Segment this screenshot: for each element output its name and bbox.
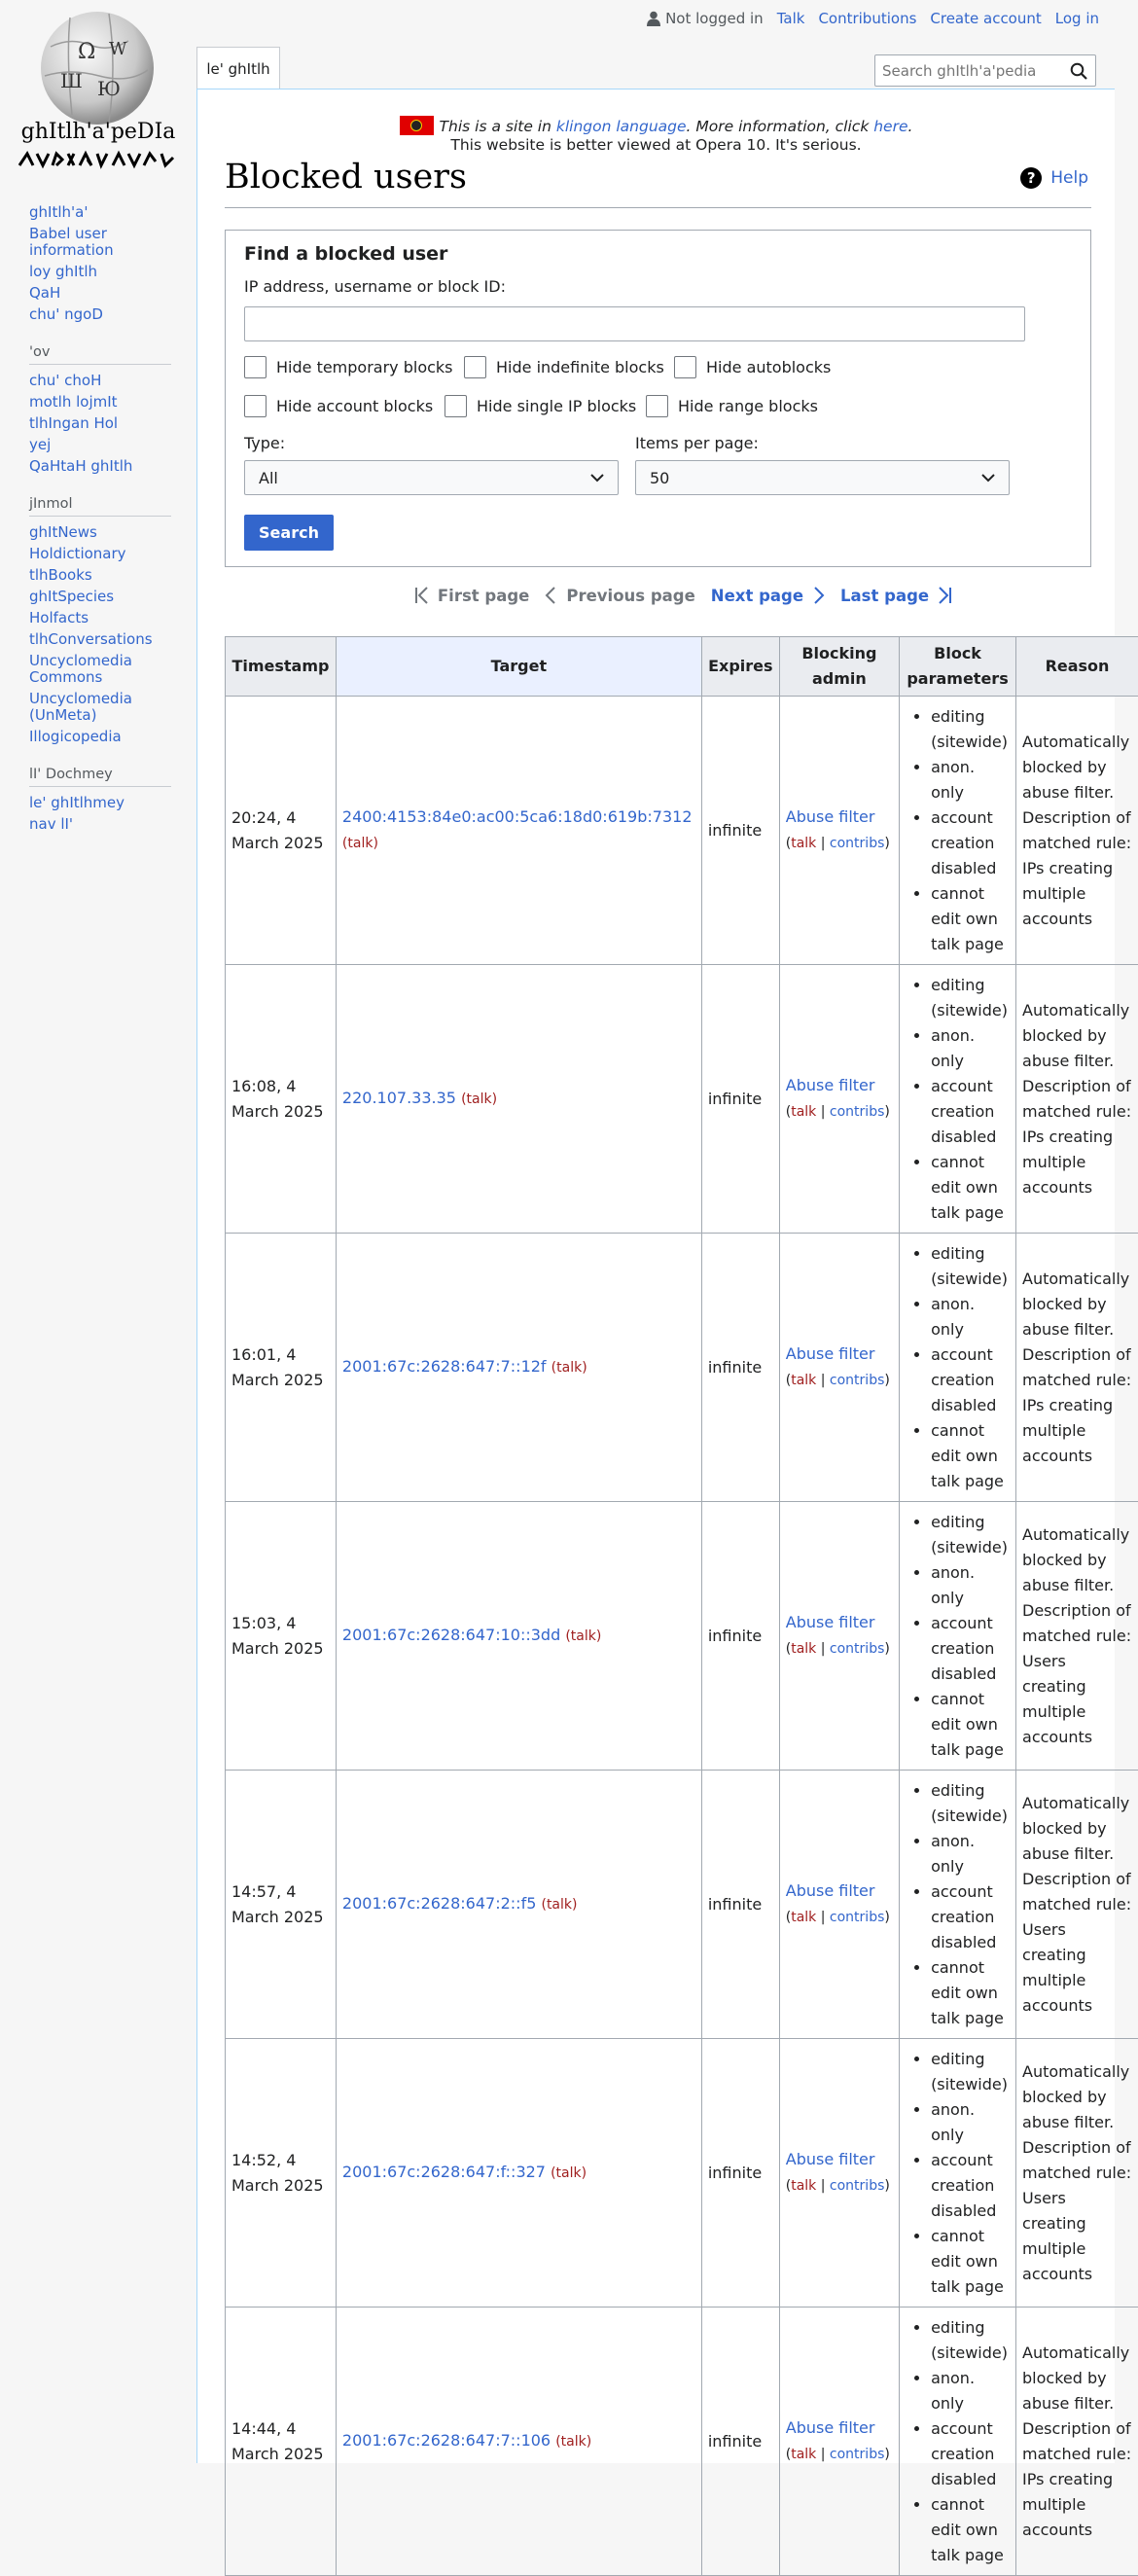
target-talk: (talk) [551,1360,587,1376]
cell-reason [1016,2039,1138,2308]
cell-params [900,965,1016,1234]
chevron-down-icon [981,474,995,483]
sidebar-link[interactable]: motlh lojmIt [29,393,118,411]
prev-page-link [545,586,694,605]
find-blocked-user-form [225,230,1091,567]
cell-params [900,2039,1016,2308]
col-expires[interactable]: Expires [701,637,779,697]
target-talk: (talk) [551,2165,587,2181]
target-link[interactable]: 2400:4153:84e0:ac00:5ca6:18d0:619b:7312 [342,807,693,826]
notice-text: This is a site in [440,118,556,135]
table-body [226,697,1138,2576]
table-row [226,965,1138,1234]
log-in-link[interactable]: Log in [1055,10,1099,27]
admin-talk-link[interactable]: talk [791,2178,816,2194]
tab-article[interactable]: le' ghItlh [196,47,280,89]
table-row [226,1234,1138,1502]
chevron-down-icon [590,474,604,483]
block-parameter: • cannot edit own talk page [931,1687,1010,1763]
target-talk-link[interactable]: talk [556,2165,582,2181]
block-parameter: • anon. only [931,1023,1010,1074]
block-parameter: • cannot edit own talk page [931,2224,1010,2300]
target-talk-link[interactable]: talk [467,1091,492,1107]
cell-timestamp [226,1771,337,2039]
col-reason[interactable]: Reason [1016,637,1138,697]
cell-target [336,2308,701,2576]
block-parameter: • account creation disabled [931,1611,1010,1687]
table-row [226,1502,1138,1771]
checkbox-box[interactable] [674,356,696,378]
hide-account-checkbox[interactable] [244,395,433,417]
chevron-left-icon [545,586,556,605]
admin-tools: (talk | contribs) [786,1373,890,1388]
cell-target [336,1234,701,1502]
params-list [906,1510,1010,1763]
hide-temporary-checkbox[interactable] [244,356,453,378]
reason-text: Automatically blocked by abuse filter. Description of matched rule: IPs creating multiple accounts [1022,1270,1131,1465]
block-parameter: • account creation disabled [931,1074,1010,1150]
block-parameter: • editing (sitewide) [931,1241,1010,1292]
admin-talk-link[interactable]: talk [791,1373,816,1388]
cell-admin [779,1234,899,1502]
logo-klingon-script [18,150,179,169]
sidebar-link[interactable]: Holdictionary [29,545,126,562]
admin-link[interactable]: Abuse filter [786,807,875,826]
admin-link[interactable]: Abuse filter [786,2418,875,2437]
cell-target [336,965,701,1234]
cell-expires [701,2308,779,2576]
table-row [226,2308,1138,2576]
timestamp-text: 20:24, 4 March 2025 [231,808,324,852]
anon-status [647,10,764,27]
target-link[interactable]: 2001:67c:2628:647:10::3dd [342,1626,560,1644]
block-parameter: • anon. only [931,2366,1010,2416]
target-talk: (talk) [541,1897,577,1913]
separator: | [821,1104,826,1120]
sidebar-ov [29,344,175,475]
target-link[interactable]: 2001:67c:2628:647:7::12f [342,1357,547,1376]
first-page-label: First page [438,587,529,605]
table-row [226,697,1138,965]
admin-talk-link[interactable]: talk [791,1641,816,1657]
cell-expires [701,2039,779,2308]
expires-text: infinite [708,1358,762,1377]
sidebar-link[interactable]: QaH [29,284,60,302]
col-blocking-admin[interactable]: Blocking admin [779,637,899,697]
block-parameter: • cannot edit own talk page [931,1955,1010,2031]
sidebar-link[interactable]: le' ghItlhmey [29,794,124,811]
target-talk-link[interactable]: talk [561,2434,587,2450]
admin-tools: (talk | contribs) [786,1641,890,1657]
hide-autoblocks-checkbox[interactable] [674,356,831,378]
block-parameter: • account creation disabled [931,1879,1010,1955]
admin-tools: (talk | contribs) [786,836,890,851]
expires-text: infinite [708,2432,762,2451]
cell-admin [779,965,899,1234]
sidebar-link[interactable]: yej [29,436,51,453]
params-list [906,2315,1010,2568]
cell-target [336,2039,701,2308]
separator: | [821,2178,826,2194]
checkbox-label: Hide range blocks [678,397,818,415]
create-account-link[interactable]: Create account [930,10,1041,27]
sidebar-link[interactable]: ghItSpecies [29,588,114,605]
page-title: Blocked users [225,158,467,197]
cell-expires [701,697,779,965]
target-talk-link[interactable]: talk [547,1897,572,1913]
cell-reason [1016,2308,1138,2576]
target-talk-link[interactable]: talk [571,1628,596,1644]
help-label[interactable]: Help [1050,168,1088,188]
sidebar-heading: jInmol [29,496,171,517]
search-input[interactable] [875,55,1060,86]
main-content [196,89,1115,2463]
chevron-right-icon[interactable] [813,586,825,605]
type-select[interactable] [244,460,619,495]
admin-tools: (talk | contribs) [786,1910,890,1925]
target-link[interactable]: 220.107.33.35 [342,1089,456,1107]
svg-text:Ω: Ω [78,40,95,64]
cell-timestamp [226,2039,337,2308]
sidebar-link[interactable]: tlhConversations [29,630,153,648]
separator: | [821,1910,826,1925]
separator: | [821,1641,826,1657]
sidebar-link[interactable]: Holfacts [29,609,89,626]
target-talk: (talk) [555,2434,591,2450]
last-page-icon[interactable] [939,586,952,605]
cell-expires [701,1771,779,2039]
checkbox-label: Hide autoblocks [706,358,831,376]
timestamp-text: 14:52, 4 March 2025 [231,2151,324,2195]
cell-admin [779,2308,899,2576]
next-page-link[interactable] [711,586,825,605]
personal-tools [647,10,1099,27]
sidebar-link[interactable]: QaHtaH ghItlh [29,457,132,475]
reason-text: Automatically blocked by abuse filter. Description of matched rule: IPs creating multiple accounts [1022,733,1131,928]
col-target[interactable]: Target [336,637,701,697]
block-parameter: • editing (sitewide) [931,973,1010,1023]
sidebar-heading: 'ov [29,344,171,365]
expires-text: infinite [708,1090,762,1108]
admin-talk-link[interactable]: talk [791,1910,816,1925]
cell-params [900,1502,1016,1771]
block-parameter: • account creation disabled [931,805,1010,881]
sidebar-main [29,204,175,323]
site-notice [197,116,1115,155]
limit-label: Items per page: [635,434,759,452]
cell-admin [779,1771,899,2039]
admin-link[interactable]: Abuse filter [786,2150,875,2168]
reason-text: Automatically blocked by abuse filter. Description of matched rule: IPs creating multiple accounts [1022,1001,1131,1197]
last-page-label[interactable]: Last page [840,587,929,605]
col-block-parameters[interactable]: Block parameters [900,637,1016,697]
help-icon: ? [1020,167,1042,189]
target-talk: (talk) [461,1091,497,1107]
col-timestamp[interactable]: Timestamp [226,637,337,697]
cell-params [900,697,1016,965]
admin-tools: (talk | contribs) [786,1104,890,1120]
not-logged-in-label: Not logged in [665,10,764,27]
sidebar-link[interactable]: nav lI' [29,815,73,833]
block-parameter: • editing (sitewide) [931,1778,1010,1829]
target-talk-link[interactable]: talk [347,836,373,851]
sidebar-heading: lI' Dochmey [29,767,171,787]
admin-link[interactable]: Abuse filter [786,1881,875,1900]
talk-link[interactable]: Talk [777,10,805,27]
checkbox-label: Hide temporary blocks [276,358,453,376]
sidebar-link[interactable]: chu' ngoD [29,305,103,323]
cell-reason [1016,1771,1138,2039]
cell-timestamp [226,1502,337,1771]
target-input[interactable] [244,306,1025,341]
params-list [906,1241,1010,1494]
separator: | [821,1373,826,1388]
admin-talk-link[interactable]: talk [791,1104,816,1120]
checkbox-label: Hide indefinite blocks [496,358,664,376]
admin-contribs-link[interactable]: contribs [830,2178,884,2194]
first-page-icon [414,586,428,605]
cell-params [900,1234,1016,1502]
checkbox-box[interactable] [244,356,267,378]
prev-page-label: Previous page [566,587,694,605]
svg-text:Ш: Ш [60,69,83,92]
cell-target [336,1771,701,2039]
target-talk-link[interactable]: talk [556,1360,582,1376]
cell-timestamp [226,1234,337,1502]
block-parameter: • account creation disabled [931,2416,1010,2492]
next-page-label[interactable]: Next page [711,587,803,605]
admin-tools: (talk | contribs) [786,2178,890,2194]
admin-talk-link[interactable]: talk [791,2447,816,2462]
expires-text: infinite [708,1627,762,1645]
admin-contribs-link[interactable]: contribs [830,2447,884,2462]
sidebar [29,204,175,854]
admin-link[interactable]: Abuse filter [786,1344,875,1363]
timestamp-text: 14:44, 4 March 2025 [231,2419,324,2463]
separator: | [821,836,826,851]
sidebar-link[interactable]: tlhIngan Hol [29,414,118,432]
sidebar-link[interactable]: chu' choH [29,372,101,389]
target-talk: (talk) [342,836,378,851]
first-page-link [414,586,529,605]
reason-text: Automatically blocked by abuse filter. Description of matched rule: Users creating multiple accounts [1022,2062,1131,2283]
limit-value: 50 [650,469,669,487]
params-list [906,2047,1010,2300]
checkbox-box[interactable] [464,356,486,378]
svg-text:W: W [109,39,127,59]
block-parameter: • anon. only [931,1292,1010,1342]
block-parameter: • anon. only [931,1560,1010,1611]
sidebar-link[interactable]: loy ghItlh [29,263,97,280]
sidebar-link[interactable]: Uncyclomedia (UnMeta) [29,690,132,724]
sidebar-link[interactable]: ghItlh'a' [29,203,88,221]
sidebar-link[interactable]: ghItNews [29,523,97,541]
cell-params [900,2308,1016,2576]
block-parameter: • editing (sitewide) [931,1510,1010,1560]
block-parameter: • account creation disabled [931,1342,1010,1418]
last-page-link[interactable] [840,586,952,605]
block-parameter: • anon. only [931,1829,1010,1879]
timestamp-text: 14:57, 4 March 2025 [231,1882,324,1926]
sidebar-dochmey [29,767,175,833]
klingon-language-link[interactable]: klingon language [556,118,687,135]
cell-timestamp [226,965,337,1234]
admin-link[interactable]: Abuse filter [786,1076,875,1094]
search-button[interactable]: Search [244,515,334,551]
separator: | [821,2447,826,2462]
checkbox-label: Hide single IP blocks [477,397,636,415]
sidebar-link[interactable]: Illogicopedia [29,728,122,745]
block-parameter: • editing (sitewide) [931,2315,1010,2366]
admin-contribs-link[interactable]: contribs [830,836,884,851]
checkbox-box[interactable] [646,395,668,417]
site-search [874,54,1096,87]
here-link[interactable]: here [873,118,907,135]
cell-params [900,1771,1016,2039]
expires-text: infinite [708,2164,762,2182]
params-list [906,704,1010,957]
checkbox-label: Hide account blocks [276,397,433,415]
reason-text: Automatically blocked by abuse filter. Description of matched rule: Users creating multiple accounts [1022,1525,1131,1746]
block-parameter: • cannot edit own talk page [931,1418,1010,1494]
target-link[interactable]: 2001:67c:2628:647:7::106 [342,2431,551,2450]
cell-reason [1016,965,1138,1234]
notice-text: . More information, click [687,118,874,135]
timestamp-text: 16:01, 4 March 2025 [231,1345,324,1389]
expires-text: infinite [708,821,762,840]
reason-text: Automatically blocked by abuse filter. Description of matched rule: Users creating multiple accounts [1022,1794,1131,2015]
user-icon [647,11,660,26]
admin-contribs-link[interactable]: contribs [830,1910,884,1925]
cell-expires [701,1502,779,1771]
expires-text: infinite [708,1895,762,1914]
blocked-users-table [225,636,1138,2576]
logo-wordmark: ghItlh'a'peDIa [12,120,185,144]
block-parameter: • editing (sitewide) [931,704,1010,755]
cell-expires [701,965,779,1234]
form-title: Find a blocked user [244,243,447,265]
notice-text: . [908,118,913,135]
cell-timestamp [226,2308,337,2576]
pagination [197,586,1115,605]
hide-single-ip-checkbox[interactable] [445,395,636,417]
sidebar-link[interactable]: Uncyclomedia Commons [29,652,132,686]
checkbox-box[interactable] [244,395,267,417]
cell-reason [1016,697,1138,965]
admin-tools: (talk | contribs) [786,2447,890,2462]
target-label: IP address, username or block ID: [244,277,506,296]
cell-admin [779,697,899,965]
reason-text: Automatically blocked by abuse filter. Description of matched rule: IPs creating multiple accounts [1022,2343,1131,2539]
admin-talk-link[interactable]: talk [791,836,816,851]
sidebar-jinmol [29,496,175,745]
notice-line-1 [197,116,1115,136]
checkbox-box[interactable] [445,395,467,417]
type-label: Type: [244,434,285,452]
cell-target [336,697,701,965]
timestamp-text: 16:08, 4 March 2025 [231,1077,324,1121]
cell-reason [1016,1234,1138,1502]
notice-line-2: This website is better viewed at Opera 10. It's serious. [197,136,1115,155]
params-list [906,1778,1010,2031]
puzzle-globe-icon [12,8,185,173]
block-parameter: • cannot edit own talk page [931,2492,1010,2568]
sidebar-link[interactable]: Babel user information [29,225,114,259]
table-row [226,1771,1138,2039]
target-link[interactable]: 2001:67c:2628:647:2::f5 [342,1894,536,1913]
svg-text:Ю: Ю [97,77,121,100]
admin-contribs-link[interactable]: contribs [830,1373,884,1388]
target-link[interactable]: 2001:67c:2628:647:f::327 [342,2163,546,2181]
block-parameter: • anon. only [931,755,1010,805]
type-value: All [259,469,278,487]
table-row [226,2039,1138,2308]
sidebar-link[interactable]: tlhBooks [29,566,92,584]
title-divider [225,207,1091,208]
cell-timestamp [226,697,337,965]
admin-contribs-link[interactable]: contribs [830,1104,884,1120]
cell-reason [1016,1502,1138,1771]
cell-target [336,1502,701,1771]
contributions-link[interactable]: Contributions [818,10,916,27]
admin-link[interactable]: Abuse filter [786,1613,875,1631]
hide-range-checkbox[interactable] [646,395,818,417]
limit-select[interactable] [635,460,1010,495]
block-parameter: • account creation disabled [931,2148,1010,2224]
block-parameter: • cannot edit own talk page [931,1150,1010,1226]
params-list [906,973,1010,1226]
block-parameter: • editing (sitewide) [931,2047,1010,2097]
block-parameter: • anon. only [931,2097,1010,2148]
klingon-flag-icon [400,116,434,135]
search-icon[interactable] [1070,62,1087,80]
cell-admin [779,2039,899,2308]
cell-admin [779,1502,899,1771]
hide-indefinite-checkbox[interactable] [464,356,664,378]
site-logo[interactable] [12,8,185,173]
admin-contribs-link[interactable]: contribs [830,1641,884,1657]
target-talk: (talk) [565,1628,601,1644]
timestamp-text: 15:03, 4 March 2025 [231,1614,324,1658]
help-link[interactable] [1020,167,1088,189]
block-parameter: • cannot edit own talk page [931,881,1010,957]
cell-expires [701,1234,779,1502]
